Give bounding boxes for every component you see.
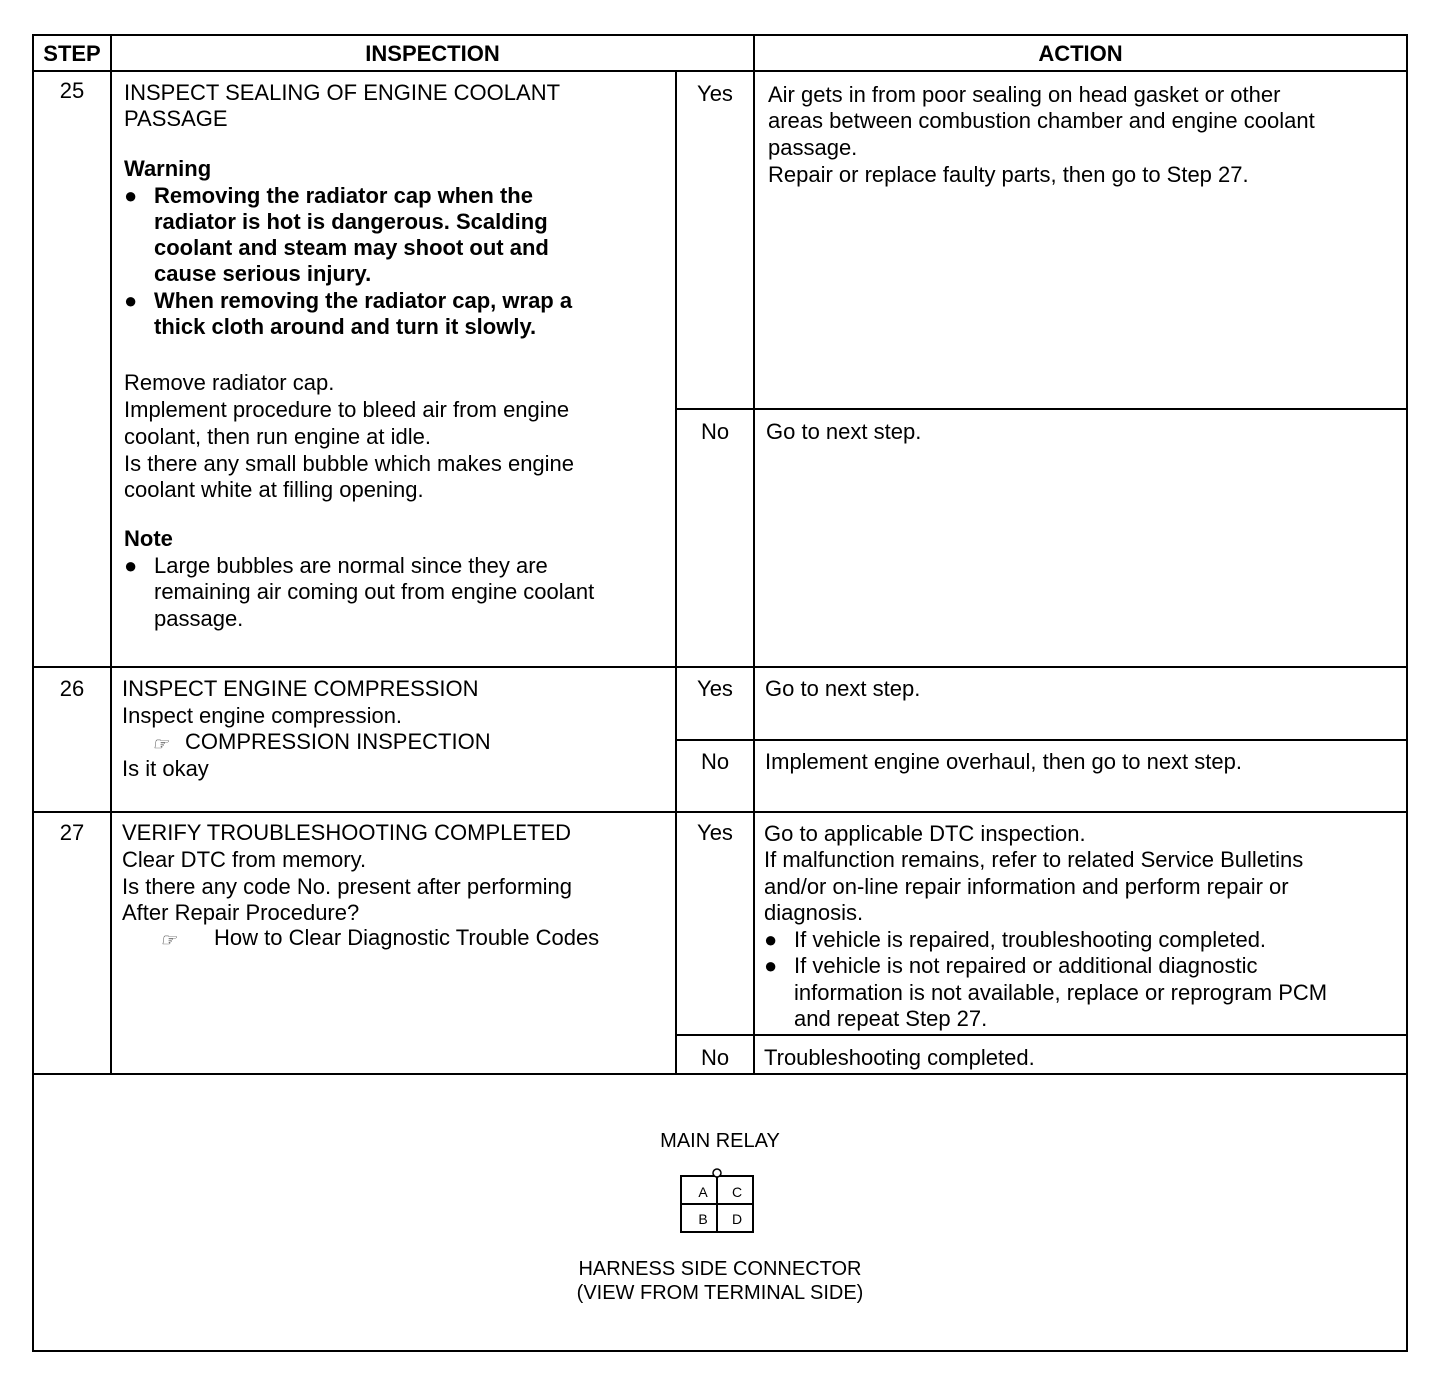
header-inspection: INSPECTION [365, 41, 500, 66]
header-step: STEP [43, 41, 101, 66]
step-number-26: 26 [59, 676, 85, 701]
step25-title-line2: PASSAGE [124, 106, 228, 131]
bullet-icon: ● [764, 927, 778, 952]
step-number-27: 27 [59, 820, 85, 845]
step26-line2: Is it okay [122, 756, 209, 781]
step26-reference-link[interactable]: COMPRESSION INSPECTION [185, 729, 491, 754]
step25-warning1-line1: Removing the radiator cap when the [154, 183, 533, 208]
header-action: ACTION [1038, 41, 1123, 66]
table-bottom-rule [34, 1073, 1406, 1075]
step27-yes-action-line1: Go to applicable DTC inspection. [764, 821, 1086, 846]
bullet-icon: ● [124, 553, 138, 578]
step27-yes-action-line4: diagnosis. [764, 900, 864, 925]
step27-line1: Clear DTC from memory. [122, 847, 367, 872]
step25-yes-action-line2: areas between combustion chamber and engine coolant [768, 108, 1315, 133]
step25-no-label: No [700, 419, 730, 444]
bullet-icon: ● [124, 183, 138, 208]
pin-a-label: A [698, 1184, 708, 1200]
pin-c-label: C [731, 1184, 743, 1200]
step25-warning-label: Warning [124, 156, 212, 181]
step25-warning2-line2: thick cloth around and turn it slowly. [154, 314, 537, 339]
step27-line3: After Repair Procedure? [122, 900, 360, 925]
row-rule-26-27 [34, 811, 1406, 813]
step26-yes-action: Go to next step. [765, 676, 921, 701]
step-number-25: 25 [59, 78, 85, 103]
step25-warning1-line4: cause serious injury. [154, 261, 372, 286]
troubleshooting-table [32, 34, 1408, 1352]
step26-yes-label: Yes [697, 676, 733, 701]
step27-yes-bullet2-line3: and repeat Step 27. [794, 1006, 988, 1031]
step27-yes-label: Yes [697, 820, 733, 845]
row-rule-25-26 [34, 666, 1406, 668]
step25-yes-action-line4: Repair or replace faulty parts, then go to Step 27. [768, 162, 1249, 187]
step25-yes-label: Yes [697, 81, 733, 106]
step26-yes-no-rule [676, 739, 1406, 741]
step27-yes-bullet1: If vehicle is repaired, troubleshooting completed. [794, 927, 1267, 952]
step26-no-label: No [700, 749, 730, 774]
step25-note-line2: remaining air coming out from engine coolant [154, 579, 595, 604]
step25-body-line1: Remove radiator cap. [124, 370, 335, 395]
step26-title: INSPECT ENGINE COMPRESSION [122, 676, 479, 701]
step25-body-line2: Implement procedure to bleed air from engine [124, 397, 570, 422]
pointing-hand-icon: ☞ [160, 930, 177, 950]
step25-title-line1: INSPECT SEALING OF ENGINE COOLANT [124, 80, 561, 105]
step25-body-line5: coolant white at filling opening. [124, 477, 424, 502]
step25-warning1-line2: radiator is hot is dangerous. Scalding [154, 209, 548, 234]
step27-yes-bullet2-line1: If vehicle is not repaired or additional diagnostic [794, 953, 1258, 978]
action-column-rule [753, 36, 755, 1073]
step27-no-label: No [700, 1045, 730, 1070]
step27-yes-bullet2-line2: information is not available, replace or reprogram PCM [794, 980, 1328, 1005]
step25-no-action: Go to next step. [766, 419, 922, 444]
step27-yes-action-line3: and/or on-line repair information and perform repair or [764, 874, 1289, 899]
step27-line2: Is there any code No. present after performing [122, 874, 573, 899]
step27-reference-link[interactable]: How to Clear Diagnostic Trouble Codes [214, 925, 600, 950]
step25-note-line1: Large bubbles are normal since they are [154, 553, 548, 578]
step26-line1: Inspect engine compression. [122, 703, 403, 728]
pointing-hand-icon: ☞ [152, 734, 169, 754]
figure-title: MAIN RELAY [660, 1130, 780, 1152]
bullet-icon: ● [764, 953, 778, 978]
step27-yes-no-rule [676, 1034, 1406, 1036]
step-column-rule [110, 36, 112, 1073]
step27-yes-action-line2: If malfunction remains, refer to related Service Bulletins [764, 847, 1304, 872]
bullet-icon: ● [124, 288, 138, 313]
figure-caption-line1: HARNESS SIDE CONNECTOR [578, 1258, 862, 1280]
connector-diagram [679, 1168, 755, 1238]
answer-column-rule [675, 70, 677, 1073]
step25-note-label: Note [124, 526, 173, 551]
step27-title: VERIFY TROUBLESHOOTING COMPLETED [122, 820, 572, 845]
step25-yes-action-line3: passage. [768, 135, 858, 160]
step25-body-line4: Is there any small bubble which makes engine [124, 451, 575, 476]
step25-warning2-line1: When removing the radiator cap, wrap a [154, 288, 573, 313]
step25-yes-no-rule [676, 408, 1406, 410]
step27-no-action: Troubleshooting completed. [764, 1045, 1035, 1070]
step25-note-line3: passage. [154, 606, 244, 631]
step25-warning1-line3: coolant and steam may shoot out and [154, 235, 549, 260]
pin-b-label: B [698, 1211, 708, 1227]
figure-caption-line2: (VIEW FROM TERMINAL SIDE) [576, 1282, 864, 1304]
step25-body-line3: coolant, then run engine at idle. [124, 424, 432, 449]
step25-yes-action-line1: Air gets in from poor sealing on head gasket or other [768, 82, 1281, 107]
step26-no-action: Implement engine overhaul, then go to next step. [765, 749, 1242, 774]
pin-d-label: D [731, 1211, 743, 1227]
